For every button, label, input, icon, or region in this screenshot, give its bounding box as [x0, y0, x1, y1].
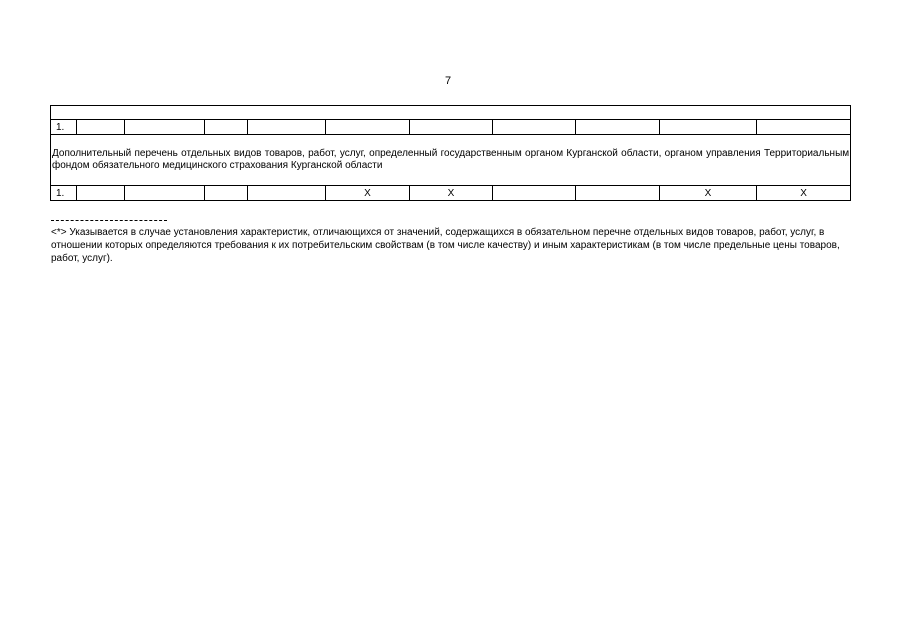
- table-cell: [493, 120, 576, 135]
- table-cell: [410, 120, 493, 135]
- table-cell: X: [326, 186, 410, 201]
- table-cell: [77, 186, 125, 201]
- table-top-blank-row: [51, 106, 851, 120]
- table-cell: X: [660, 186, 757, 201]
- table-cell: [660, 120, 757, 135]
- table-cell: [326, 120, 410, 135]
- table-cell: [51, 106, 851, 120]
- requirements-table: [50, 105, 851, 201]
- table-row: [51, 186, 851, 201]
- table-cell: [576, 120, 660, 135]
- section-title: Дополнительный перечень отдельных видов товаров, работ, услуг, определенный государственным органом Курганской области, органом управления Территориальным фондом обязательного медицинского страхования Курганской области: [51, 135, 851, 186]
- footnote-separator: [51, 220, 167, 221]
- table-cell: X: [410, 186, 493, 201]
- table-cell: [248, 186, 326, 201]
- row-number: 1.: [51, 186, 77, 201]
- row-number: 1.: [51, 120, 77, 135]
- page-number: 7: [444, 75, 452, 87]
- table-cell: [576, 186, 660, 201]
- table-cell: [77, 120, 125, 135]
- table-cell: [493, 186, 576, 201]
- table-cell: [205, 186, 248, 201]
- table-cell: [757, 120, 851, 135]
- footnote-text: <*> Указывается в случае установления характеристик, отличающихся от значений, содержащихся в обязательном перечне отдельных видов товаров, работ, услуг, в отношении которых определяются требования к их потребительским свойствам (в том числе качеству) и иным характеристикам (в том числе предельные цены товаров, работ, услуг).: [51, 227, 840, 264]
- section-row: [51, 135, 851, 186]
- table-row: [51, 120, 851, 135]
- table-cell: [125, 120, 205, 135]
- table-cell: [205, 120, 248, 135]
- table-cell: [248, 120, 326, 135]
- table-cell: X: [757, 186, 851, 201]
- table-cell: [125, 186, 205, 201]
